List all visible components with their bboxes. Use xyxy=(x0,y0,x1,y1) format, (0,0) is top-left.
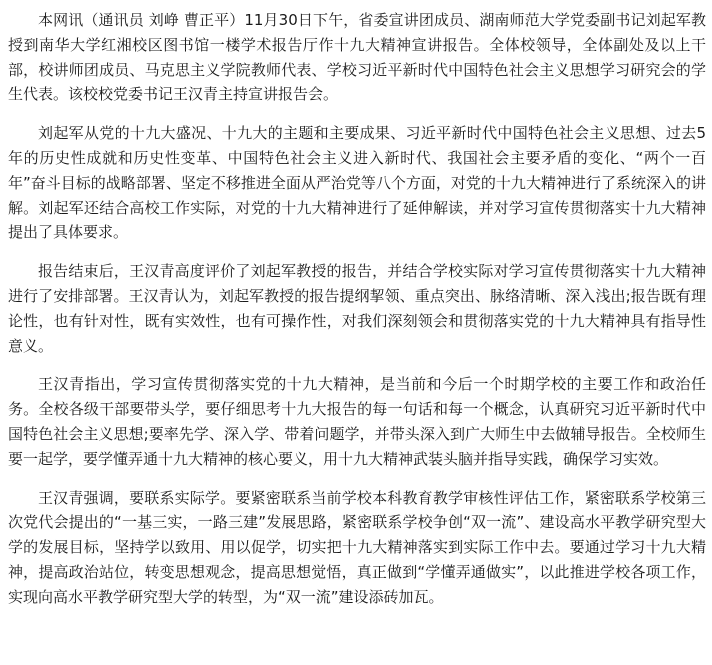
article-paragraph-5: 王汉青强调，要联系实际学。要紧密联系当前学校本科教育教学审核性评估工作，紧密联系学校第三次党代会提出的“一基三实，一路三建”发展思路，紧密联系学校争创“双一流”、建设高水平教学研究型大学的发展目标，坚持学以致用、用以促学，切实把十九大精神落实到实际工作中去。要通过学习十九大精神，提高政治站位，转变思想观念，提高思想觉悟，真正做到“学懂弄通做实”，以此推进学校各项工作，实现向高水平教学研究型大学的转型，为“双一流”建设添砖加瓦。 xyxy=(8,488,706,606)
article-paragraph-3: 报告结束后，王汉青高度评价了刘起军教授的报告，并结合学校实际对学习宣传贯彻落实十九大精神进行了安排部署。王汉青认为，刘起军教授的报告提纲挈领、重点突出、脉络清晰、深入浅出;报告既有理论性，也有针对性，既有实效性，也有可操作性，对我们深刻领会和贯彻落实党的十九大精神具有指导性意义。 xyxy=(8,262,706,355)
article-paragraph-4: 王汉青指出，学习宣传贯彻落实党的十九大精神，是当前和今后一个时期学校的主要工作和政治任务。全校各级干部要带头学，要仔细思考十九大报告的每一句话和每一个概念，认真研究习近平新时代中国特色社会主义思想;要率先学、深入学、带着问题学，并带头深入到广大师生中去做辅导报告。全校师生要一起学，要学懂弄通十九大精神的核心要义，用十九大精神武装头脑并指导实践，确保学习实效。 xyxy=(8,375,706,468)
article-paragraph-1: 本网讯（通讯员 刘峥 曹正平）11月30日下午，省委宣讲团成员、湖南师范大学党委副书记刘起军教授到南华大学红湘校区图书馆一楼学术报告厅作十九大精神宣讲报告。全体校领导，全体副处及以上干部，校讲师团成员、马克思主义学院教师代表、学校习近平新时代中国特色社会主义思想学习研究会的学生代表。该校校党委书记王汉青主持宣讲报告会。 xyxy=(8,11,706,104)
article-paragraph-2: 刘起军从党的十九大盛况、十九大的主题和主要成果、习近平新时代中国特色社会主义思想、过去5年的历史性成就和历史性变革、中国特色社会主义进入新时代、我国社会主要矛盾的变化、“两个一百年”奋斗目标的战略部署、坚定不移推进全面从严治党等八个方面，对党的十九大精神进行了系统深入的讲解。刘起军还结合高校工作实际，对党的十九大精神进行了延伸解读，并对学习宣传贯彻落实十九大精神提出了具体要求。 xyxy=(8,124,706,242)
